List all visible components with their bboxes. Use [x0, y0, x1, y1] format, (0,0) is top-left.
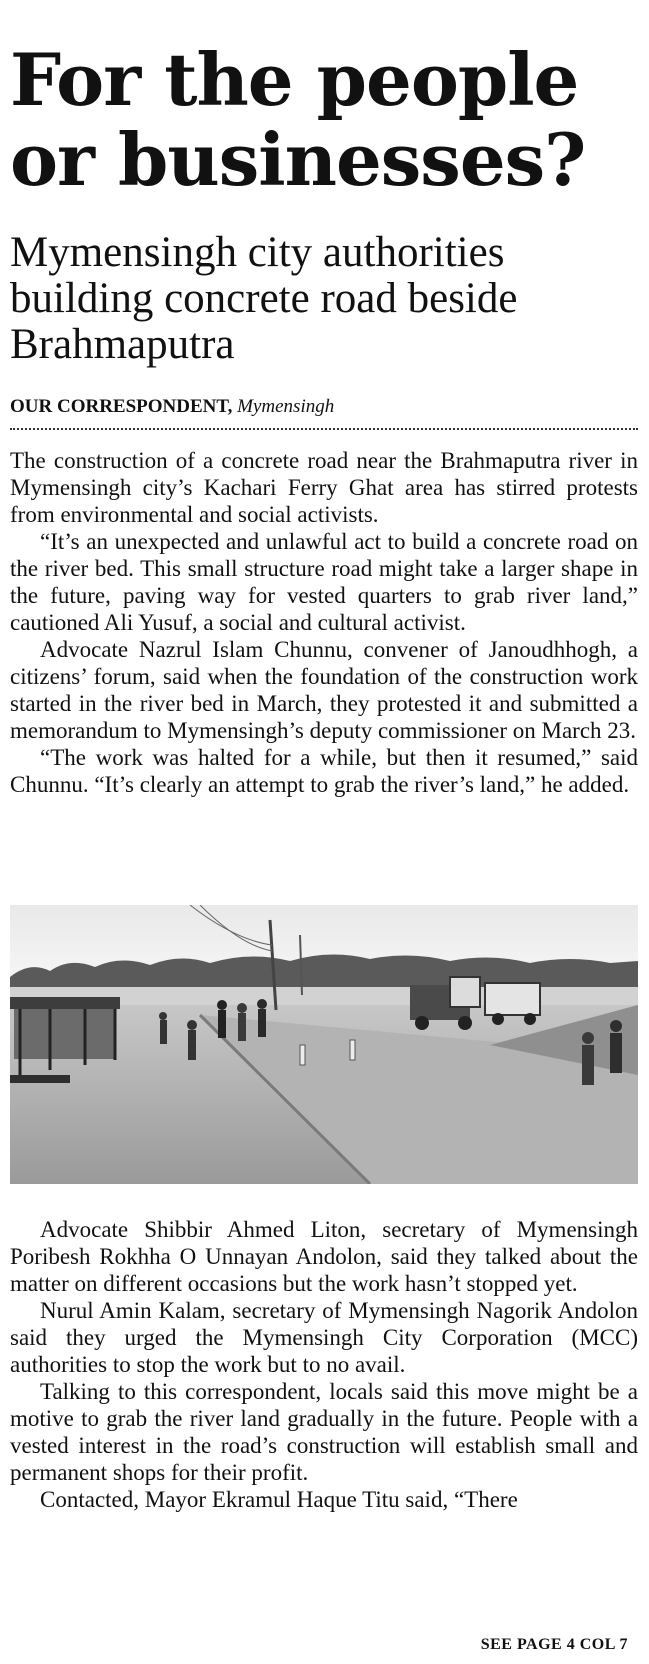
continuation-jump: SEE PAGE 4 COL 7: [480, 1636, 628, 1653]
subhead-line-3: Brahmaputra: [10, 321, 235, 368]
paragraph: Advocate Nazrul Islam Chunnu, convener of Janoudhhogh, a citizens’ forum, said when the foundation of the construction work started in the river bed in March, they protested it and submitted a memorandum to Mymensingh’s deputy commissioner on March 23.: [10, 637, 638, 743]
byline-location: Mymensingh: [237, 396, 335, 417]
paragraph: Contacted, Mayor Ekramul Haque Titu said, “There: [40, 1487, 518, 1512]
paragraph: Advocate Shibbir Ahmed Liton, secretary of Mymensingh Poribesh Rokhha O Unnayan Andolon, said they talked about the matter on different occasions but the work hasn’t stopped yet.: [10, 1217, 638, 1296]
subhead-line-2: building concrete road beside: [10, 275, 518, 322]
subheadline: [10, 230, 638, 368]
byline: [10, 396, 638, 418]
paragraph: “The work was halted for a while, but then it resumed,” said Chunnu. “It’s clearly an attempt to grab the river’s land,” he added.: [10, 745, 638, 797]
dotted-divider: [10, 428, 638, 430]
paragraph: “It’s an unexpected and unlawful act to build a concrete road on the river bed. This small structure road might take a larger shape in the future, paving way for vested quarters to grab river land,” cautioned Ali Yusuf, a social and cultural activist.: [10, 529, 638, 635]
paragraph: The construction of a concrete road near the Brahmaputra river in Mymensingh city’s Kachari Ferry Ghat area has stirred protests from environmental and social activists.: [10, 448, 638, 527]
headline: [10, 37, 638, 202]
headline-line-1: For the people: [10, 37, 579, 122]
paragraph: Talking to this correspondent, locals said this move might be a motive to grab the river land gradually in the future. People with a vested interest in the road’s construction will establish small and permanent shops for their profit.: [10, 1379, 638, 1485]
headline-line-2: or businesses?: [10, 117, 586, 202]
article-body-bottom: [10, 1216, 638, 1513]
article-body-top: [10, 447, 638, 798]
paragraph: Nurul Amin Kalam, secretary of Mymensingh Nagorik Andolon said they urged the Mymensingh City Corporation (MCC) authorities to stop the work but to no avail.: [10, 1298, 638, 1377]
news-photo: [10, 905, 638, 1184]
byline-name: OUR CORRESPONDENT,: [10, 396, 233, 417]
subhead-line-1: Mymensingh city authorities: [10, 229, 505, 276]
